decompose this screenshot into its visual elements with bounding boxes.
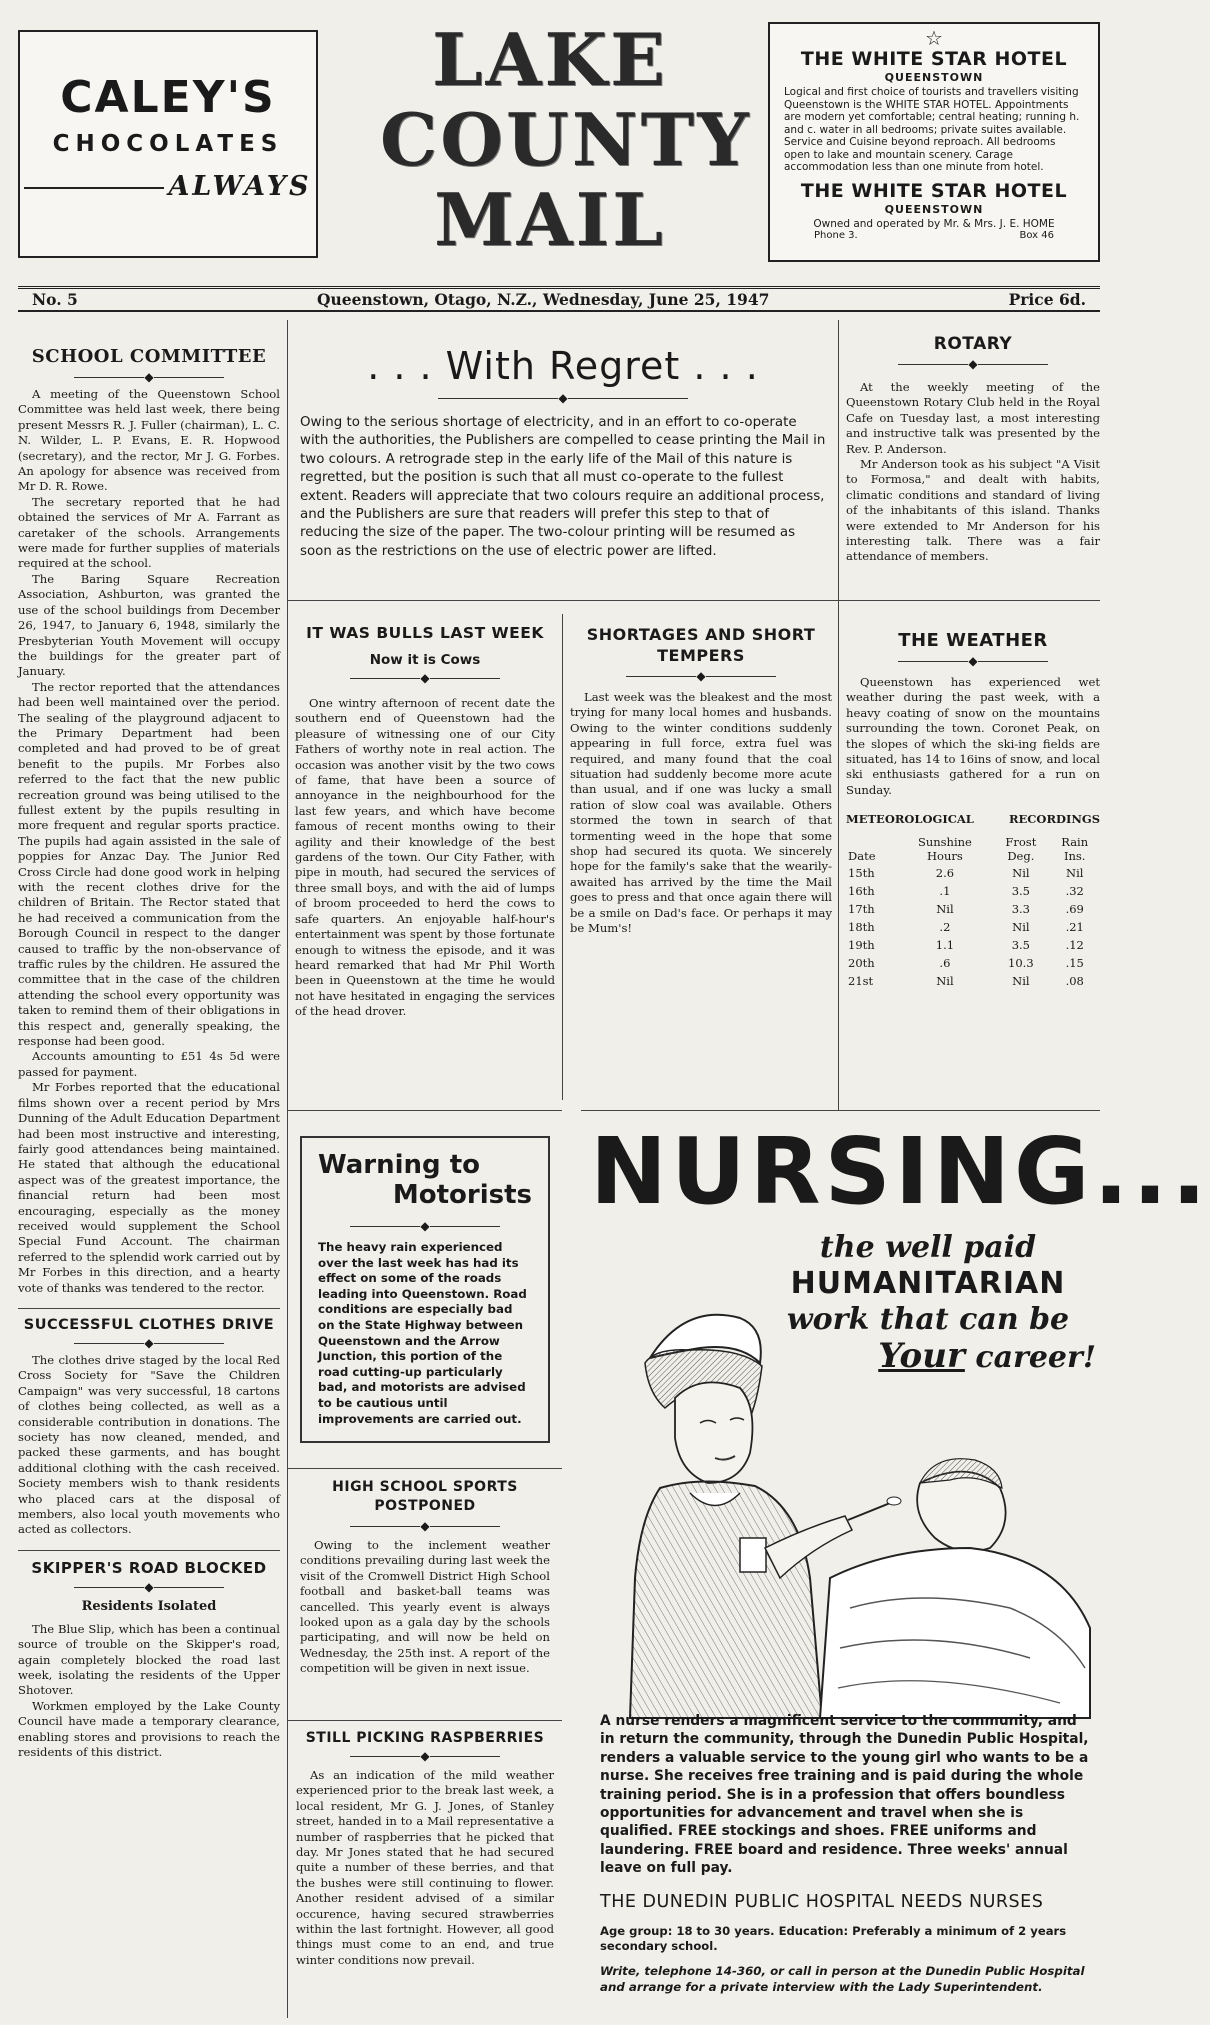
met-table-row xyxy=(846,900,1100,918)
hotel-location: QUEENSTOWN xyxy=(884,71,984,84)
column-rule-3a xyxy=(838,320,839,596)
warning-heading-2: Motorists xyxy=(392,1180,532,1210)
raspberries-body xyxy=(296,1768,554,1968)
bulls-body xyxy=(295,696,555,1020)
met-cell-rain: .15 xyxy=(1065,956,1084,971)
hotel-name: THE WHITE STAR HOTEL xyxy=(800,48,1068,70)
issue-number: No. 5 xyxy=(32,290,78,309)
sports-article xyxy=(300,1478,550,1677)
paragraph: The rector reported that the attendances had been well maintained over the period. The sealing of the playground adjacent to the Primary Department had been completed and had proved to be of great benefit to the pupils. Mr Forbes also referred to the fact that the new public recreation ground was being utilised to the fullest extent by the pupils resulting in more frequent and regular sports practice. The pupils had again assisted in the sale of poppies for Anzac Day. The Junior Red Cross Circle had done good work in helping with the recent clothes drive for the children of Britain. The Rector stated that he had received a communication from the Borough Council in respect to the danger caused to traffic by the non-observance of traffic rules by the children. He assured the committee that in the case of the children attending the school every opportunity was taken to remind them of their obligations in this respect and, generally speaking, the response had been good. xyxy=(18,679,280,1049)
met-cell-date: 16th xyxy=(848,884,875,899)
separator: ◆ xyxy=(18,371,280,383)
rule-under-regret xyxy=(287,600,838,601)
newspaper-title xyxy=(380,17,752,262)
met-cell-frost: 10.3 xyxy=(1008,956,1034,971)
nursing-body: A nurse renders a magnificent service to the community, and in return the community, through the Dunedin Public Hospital, renders a valuable service to the young girl who wants to be a nurse. She receives free training and is paid during the whole training period. She is in a profession that offers boundless opportunities for advancement and travel when she is qualified. FREE stockings and shoes. FREE uniforms and laundering. FREE board and residence. Three weeks' annual leave on full pay. xyxy=(600,1713,1089,1877)
sports-heading: HIGH SCHOOL SPORTS POSTPONED xyxy=(332,1479,518,1514)
divider xyxy=(18,1550,280,1551)
paragraph: Mr Anderson took as his subject "A Visit to Formosa," and dealt with habits, climatic conditions and standard of living of the inhabitants of this island. Thanks were extended to Mr Anderson for his interesting talk. There was a fair attendance of members. xyxy=(846,457,1100,564)
paragraph: The Baring Square Recreation Association, Ashburton, was granted the use of the school buildings from December 26, 1947, to January 6, 1948, similarly the Presbyterian Youth Movement will occupy the buildings for the greater part of January. xyxy=(18,571,280,679)
star-icon: ☆ xyxy=(925,26,943,50)
hotel-phone: Phone 3. xyxy=(814,230,858,241)
met-cell-date: 18th xyxy=(848,920,875,935)
hotel-box: Box 46 xyxy=(1019,230,1054,241)
place-date: Queenstown, Otago, N.Z., Wednesday, June 25, 1947 xyxy=(316,290,770,309)
caleys-slogan: ALWAYS xyxy=(20,171,316,202)
column-rule-1 xyxy=(287,320,288,2018)
paragraph: A meeting of the Queenstown School Committee was held last week, there being present Messrs R. J. Fuller (chairman), L. C. N. Wilder, L. P. Evans, E. R. Hopwood (secretary), and the rector, Mr J. G. Forbes. An apology for absence was received from Mr D. R. Rowe. xyxy=(18,387,280,494)
met-table-header xyxy=(846,834,1100,864)
paragraph: Accounts amounting to £51 4s 5d were passed for payment. xyxy=(18,1049,280,1079)
paragraph: Queenstown has experienced wet weather during the past week, with a heavy coating of snow on the mountains surrounding the town. Coronet Peak, on the slopes of which the ski-ing fields are situated, has 14 to 16ins of snow, and local ski enthusiasts gathered for a run on Sunday. xyxy=(846,675,1100,797)
met-cell-sunshine: 2.6 xyxy=(935,866,955,881)
met-cell-rain: Nil xyxy=(1066,866,1084,881)
shortages-body xyxy=(570,690,832,937)
bulls-heading: IT WAS BULLS LAST WEEK xyxy=(306,624,544,642)
col-header-date: Date xyxy=(848,849,876,864)
met-cell-rain: .69 xyxy=(1065,902,1084,917)
skippers-road-subheading: Residents Isolated xyxy=(81,1598,217,1614)
met-cell-sunshine: .6 xyxy=(939,956,951,971)
nursing-requirements: Age group: 18 to 30 years. Education: Preferably a minimum of 2 years secondary school. xyxy=(600,1924,1067,1953)
nursing-headline: NURSING... xyxy=(590,1118,1210,1225)
separator: ◆ xyxy=(300,1520,550,1532)
met-cell-frost: 3.5 xyxy=(1011,938,1030,953)
hotel-location-repeat: QUEENSTOWN xyxy=(884,202,984,216)
met-cell-frost: Nil xyxy=(1012,974,1030,989)
met-cell-frost: Nil xyxy=(1012,866,1030,881)
title-line-3: MAIL xyxy=(434,177,666,262)
met-table xyxy=(846,834,1100,990)
paragraph: Owing to the inclement weather conditions prevailing during last week the visit of the Cromwell District High School football and basket-ball teams was cancelled. This yearly event is always looked upon as a gala day by the schools participating, and will now be held on Wednesday, the 25th inst. A report of the competition will be given in next issue. xyxy=(300,1538,550,1676)
col-header-rain: Rain Ins. xyxy=(1061,835,1089,864)
title-line-1: LAKE xyxy=(432,17,668,102)
col-header-sunshine: Sunshine Hours xyxy=(917,835,972,864)
school-committee-heading: SCHOOL COMMITTEE xyxy=(31,346,267,367)
clothes-drive-body xyxy=(18,1353,280,1538)
met-cell-date: 20th xyxy=(848,956,875,971)
rule-above-sports xyxy=(287,1468,562,1469)
weather-article xyxy=(846,610,1100,990)
hotel-description: Logical and first choice of tourists and travellers visiting Queenstown is the WHITE STAR HOTEL. Appointments are modern yet comfortable; central heating; running h. and c. water in all bedrooms; private suites available. Service and Cuisine beyond reproach. All bedrooms open to lake and mountain scenery. Carage accommodation less than one minute from hotel. xyxy=(784,86,1080,173)
paragraph: The clothes drive staged by the local Red Cross Society for "Save the Children Campaign" was very successful, 18 cartons of clothes being collected, as well as a considerable contribution in donations. The society has now cleaned, mended, and packed these garments, and has bought additional clothing with the cash received. Society members wish to thank residents who placed cars at the disposal of members, also local youth movements who acted as collectors. xyxy=(18,1352,280,1537)
regret-heading: . . . With Regret . . . xyxy=(367,344,759,388)
separator: ◆ xyxy=(570,670,832,682)
rotary-heading: ROTARY xyxy=(933,334,1013,354)
separator: ◆ xyxy=(846,358,1100,370)
met-cell-sunshine: .1 xyxy=(939,884,951,899)
nurse-patient-illustration xyxy=(590,1248,1096,1748)
with-regret-notice xyxy=(300,344,826,561)
met-table-row xyxy=(846,936,1100,954)
met-table-title xyxy=(846,812,1100,826)
paragraph: Workmen employed by the Lake County Council have made a temporary clearance, enabling stores and provisions to reach the residents of this district. xyxy=(18,1698,280,1760)
rule-above-raspberries xyxy=(287,1720,562,1721)
col-header-frost: Frost Deg. xyxy=(1005,835,1037,864)
met-table-row xyxy=(846,954,1100,972)
hospital-line: THE DUNEDIN PUBLIC HOSPITAL NEEDS NURSES xyxy=(600,1892,1044,1912)
met-cell-rain: .32 xyxy=(1065,884,1084,899)
divider xyxy=(18,1308,280,1309)
caleys-chocolates-ad xyxy=(18,30,318,258)
paragraph: The secretary reported that he had obtained the services of Mr A. Farrant as caretaker of the schools. Arrangements were made for further supplies of materials required at the school. xyxy=(18,494,280,571)
skippers-road-heading: SKIPPER'S ROAD BLOCKED xyxy=(31,1558,267,1577)
met-title-right: RECORDINGS xyxy=(1008,812,1100,827)
title-line-2: COUNTY xyxy=(380,97,752,182)
hotel-contact xyxy=(770,230,1098,241)
bulls-article xyxy=(295,624,555,1020)
caleys-brand: CALEY'S xyxy=(60,72,276,123)
caleys-product: CHOCOLATES xyxy=(52,131,284,157)
shortages-article xyxy=(570,624,832,937)
sports-body xyxy=(300,1538,550,1677)
warning-body: The heavy rain experienced over the last week has had its effect on some of the roads leading into Queenstown. Road conditions are especially bad on the State Highway between Queenstown and the Arrow Junction, this portion of the road cutting-up particularly bad, and motorists are advised to be cautious until improvements are carried out. xyxy=(318,1240,527,1426)
dateline-bar xyxy=(18,286,1100,312)
met-cell-frost: Nil xyxy=(1012,920,1030,935)
met-cell-date: 17th xyxy=(848,902,875,917)
met-cell-rain: .21 xyxy=(1065,920,1084,935)
met-table-row xyxy=(846,882,1100,900)
school-committee-body xyxy=(18,387,280,1296)
met-title-left: METEOROLOGICAL xyxy=(846,812,974,827)
separator: ◆ xyxy=(295,672,555,684)
bulls-subheading: Now it is Cows xyxy=(369,652,481,668)
nursing-contact: Write, telephone 14-360, or call in person at the Dunedin Public Hospital and arrange for a private interview with the Lady Superintendent. xyxy=(600,1964,1085,1994)
separator: ◆ xyxy=(846,655,1100,667)
separator: ◆ xyxy=(18,1581,280,1593)
warning-motorists-box xyxy=(300,1136,550,1443)
paragraph: One wintry afternoon of recent date the southern end of Queenstown had the pleasure of witnessing one of our City Fathers of worthy note in real action. The occasion was another visit by the two cows of fame, that have been a source of annoyance in the neighbourhood for the last few years, and which have become famous of recent months owing to their agility and their knowledge of the best gardens of the town. Our City Father, with pipe in mouth, had secured the services of three small boys, and with the aid of lumps of broom proceeded to herd the cows to safe quarters. An enjoyable half-hour's entertainment was spent by those fortunate enough to witness the episode, and it was heard remarked that had Mr Phil Worth been in Queenstown at the time he would not have hesitated in engaging the services of the head drover. xyxy=(295,696,555,1019)
skippers-road-body xyxy=(18,1622,280,1761)
tagline-line-1: the well paid xyxy=(819,1230,1037,1265)
rotary-body xyxy=(846,380,1100,565)
weather-body xyxy=(846,675,1100,798)
met-table-row xyxy=(846,972,1100,990)
paragraph: The Blue Slip, which has been a continual source of trouble on the Skipper's road, again completely blocked the road last week, isolating the residents of the Upper Shotover. xyxy=(18,1621,280,1698)
met-cell-rain: .08 xyxy=(1065,974,1084,989)
column-rule-2 xyxy=(562,614,563,1100)
rule-above-nursing xyxy=(581,1110,1100,1111)
met-cell-sunshine: 1.1 xyxy=(935,938,955,953)
met-cell-date: 19th xyxy=(848,938,875,953)
clothes-drive-heading: SUCCESSFUL CLOTHES DRIVE xyxy=(23,1316,275,1333)
separator: ◆ xyxy=(300,392,826,404)
met-cell-rain: .12 xyxy=(1065,938,1084,953)
met-cell-date: 21st xyxy=(848,974,874,989)
white-star-hotel-ad xyxy=(768,22,1100,262)
met-cell-frost: 3.3 xyxy=(1011,902,1030,917)
met-table-row xyxy=(846,864,1100,882)
separator: ◆ xyxy=(296,1750,554,1762)
tagline-line-4: Your career! xyxy=(878,1336,1096,1376)
price: Price 6d. xyxy=(1008,290,1086,309)
tagline-line-3: work that can be xyxy=(786,1302,1070,1337)
met-cell-sunshine: Nil xyxy=(936,974,954,989)
nursing-ad xyxy=(590,1118,1210,2018)
paragraph: As an indication of the mild weather experienced prior to the break last week, a local resident, Mr G. J. Jones, of Stanley street, handed in to a Mail representative a number of raspberries that he picked that day. Mr Jones stated that he had secured quite a number of these berries, and that the bushes were still continuing to flower. Another resident advised of a similar occurence, having secured strawberries within the last fortnight. However, all good things must come to an end, and true winter conditions now prevail. xyxy=(296,1768,554,1967)
shortages-heading: SHORTAGES AND SHORT TEMPERS xyxy=(586,625,816,665)
rule-under-bulls xyxy=(287,1110,562,1111)
tagline-line-2: HUMANITARIAN xyxy=(790,1266,1066,1301)
met-cell-sunshine: .2 xyxy=(939,920,951,935)
hotel-name-repeat: THE WHITE STAR HOTEL xyxy=(800,179,1068,202)
hotel-owners: Owned and operated by Mr. & Mrs. J. E. HOME xyxy=(813,217,1055,230)
paragraph: At the weekly meeting of the Queenstown Rotary Club held in the Royal Cafe on Tuesday last, a most interesting and instructive talk was presented by the Rev. P. Anderson. xyxy=(846,380,1100,456)
raspberries-heading: STILL PICKING RASPBERRIES xyxy=(305,1730,545,1746)
warning-heading-1: Warning to xyxy=(318,1150,481,1180)
rule-above-weather xyxy=(838,600,1100,601)
met-table-row xyxy=(846,918,1100,936)
raspberries-article xyxy=(296,1730,554,1968)
paragraph: Last week was the bleakest and the most trying for many local homes and husbands. Owing to the winter conditions suddenly appearing in full force, extra fuel was required, and many found that the coal situation had suddenly become more acute than usual, and if one was lucky a small ration of slow coal was available. Others stormed the town in search of that tormenting weed in the hope that some shop had secured its quota. We sincerely hope for the family's sake that the wearily-awaited has arrived by the time the Mail goes to press and that once again there will be a smile on Dad's face. Or perhaps it may be Mum's! xyxy=(570,690,832,936)
column-rule-3b xyxy=(838,596,839,1110)
weather-heading: THE WEATHER xyxy=(898,630,1048,651)
school-committee-article xyxy=(18,324,280,1761)
regret-body: Owing to the serious shortage of electricity, and in an effort to co-operate with the authorities, the Publishers are compelled to cease printing the Mail in two colours. A retrograde step in the early life of the Mail of this nature is regretted, but the position is such that all must co-operate to the fullest extent. Readers will appreciate that two colours require an additional process, and the Publishers are sure that readers will prefer this step to that of reducing the size of the paper. The two-colour printing will be resumed as soon as the restrictions on the use of electric power are lifted. xyxy=(300,415,826,559)
separator: ◆ xyxy=(18,1337,280,1349)
paragraph: Mr Forbes reported that the educational films shown over a recent period by Mrs Dunning of the Adult Education Department had been most instructive and interesting, fairly good attendances being maintained. He stated that although the educational aspect was of the greatest importance, the financial return had been most encouraging, especially as the money received would supplement the School Special Fund Account. The chairman referred to the splendid work carried out by Mr Forbes in this direction, and a hearty vote of thanks was tendered to the rector. xyxy=(18,1080,280,1295)
met-cell-frost: 3.5 xyxy=(1011,884,1030,899)
separator: ◆ xyxy=(318,1220,532,1232)
met-cell-date: 15th xyxy=(848,866,875,881)
rotary-article xyxy=(846,324,1100,565)
met-cell-sunshine: Nil xyxy=(936,902,954,917)
